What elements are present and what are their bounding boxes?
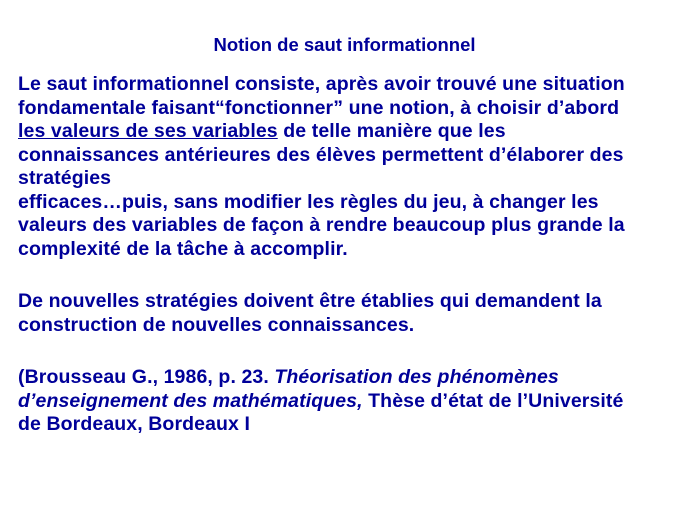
- slide-title: Notion de saut informationnel: [213, 34, 476, 55]
- text-line: valeurs des variables de façon à rendre beaucoup plus grande la: [18, 214, 625, 236]
- book-title-segment: d’enseignement des mathématiques,: [18, 389, 363, 412]
- text-line: stratégies: [18, 167, 112, 189]
- text-line: connaissances antérieures des élèves permettent d’élaborer des: [18, 143, 624, 166]
- text-line: [18, 120, 678, 144]
- paragraph-definition: [18, 73, 678, 261]
- reference-citation: [18, 366, 678, 437]
- text-line: construction de nouvelles connaissances.: [18, 313, 415, 336]
- text-segment: Thèse d’état de l’Université: [362, 389, 624, 412]
- text-line: [18, 366, 678, 390]
- text-line: complexité de la tâche à accomplir.: [18, 237, 348, 260]
- text-line: fondamentale faisant“fonctionner” une notion, à choisir d’abord: [18, 96, 620, 119]
- text-line: de Bordeaux, Bordeaux I: [18, 413, 251, 435]
- text-line: De nouvelles stratégies doivent être établies qui demandent la: [18, 290, 602, 312]
- underlined-phrase: les valeurs de ses variables: [18, 120, 278, 142]
- paragraph-new-strategies: [18, 290, 678, 337]
- text-line: Le saut informationnel consiste, après avoir trouvé une situation: [18, 73, 625, 95]
- text-line: [18, 390, 678, 414]
- text-segment: de telle manière que les: [277, 120, 506, 142]
- text-segment: (Brousseau G., 1986, p. 23.: [18, 366, 275, 388]
- book-title-segment: Théorisation des phénomènes: [274, 366, 559, 388]
- text-line: efficaces…puis, sans modifier les règles du jeu, à changer les: [18, 190, 599, 213]
